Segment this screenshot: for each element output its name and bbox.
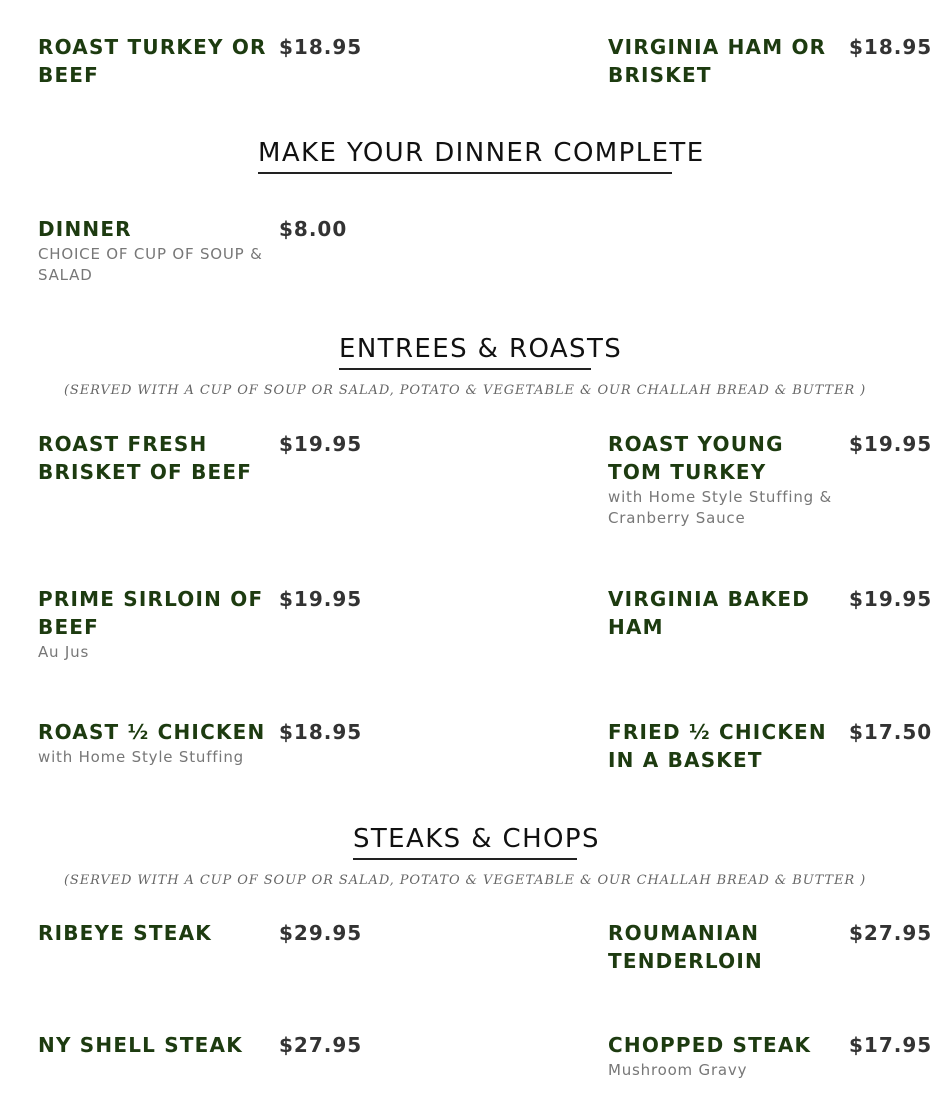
menu-item-price: $19.95 <box>849 587 933 611</box>
menu-item-price: $18.95 <box>279 35 363 59</box>
menu-item-name: PRIME SIRLOIN OF BEEF <box>38 587 264 639</box>
menu-item-price: $8.00 <box>279 217 348 241</box>
menu-item-price: $18.95 <box>849 35 933 59</box>
menu-item-name: ROAST ½ CHICKEN <box>38 720 266 744</box>
menu-item-name: RIBEYE STEAK <box>38 921 212 945</box>
menu-item-price: $19.95 <box>279 587 363 611</box>
section-note-top <box>0 0 930 1</box>
menu-item-price: $27.95 <box>849 921 933 945</box>
menu-item-name: NY SHELL STEAK <box>38 1033 243 1057</box>
menu-item-name: ROAST TURKEY OR BEEF <box>38 35 267 87</box>
section-title-underline <box>258 172 672 174</box>
menu-item-name: ROAST FRESH BRISKET OF BEEF <box>38 432 253 484</box>
section-title-underline <box>353 858 577 860</box>
menu-item-name: ROAST YOUNG TOM TURKEY <box>608 432 784 484</box>
menu-item-price: $27.95 <box>279 1033 363 1057</box>
menu-item-description: with Home Style Stuffing & Cranberry Sauce <box>608 488 833 527</box>
menu-item-name: VIRGINIA HAM OR BRISKET <box>608 35 827 87</box>
menu-item-price: $17.95 <box>849 1033 933 1057</box>
menu-item-name: ROUMANIAN TENDERLOIN <box>608 921 763 973</box>
section-note-entrees: (SERVED WITH A CUP OF SOUP OR SALAD, POTATO & VEGETABLE & OUR CHALLAH BREAD & BUTTER ) <box>63 383 867 398</box>
section-title-underline <box>339 368 591 370</box>
menu-item-description: Au Jus <box>38 643 90 661</box>
menu-item-price: $17.50 <box>849 720 933 744</box>
menu-item-name: CHOPPED STEAK <box>608 1033 812 1057</box>
menu-item-description: with Home Style Stuffing <box>38 748 244 766</box>
menu-item-description: Mushroom Gravy <box>608 1061 748 1079</box>
menu-item-name: FRIED ½ CHICKEN IN A BASKET <box>608 720 827 772</box>
menu-item-price: $19.95 <box>849 432 933 456</box>
section-title-dinner-complete: MAKE YOUR DINNER COMPLETE <box>258 138 705 168</box>
section-title-steaks: STEAKS & CHOPS <box>353 824 600 854</box>
menu-item-description: CHOICE OF CUP OF SOUP & SALAD <box>38 245 263 284</box>
section-title-entrees: ENTREES & ROASTS <box>339 334 623 364</box>
menu-item-price: $29.95 <box>279 921 363 945</box>
menu-item-name: DINNER <box>38 217 132 241</box>
menu-item-price: $18.95 <box>279 720 363 744</box>
menu-item-name: VIRGINIA BAKED HAM <box>608 587 811 639</box>
section-note-steaks: (SERVED WITH A CUP OF SOUP OR SALAD, POTATO & VEGETABLE & OUR CHALLAH BREAD & BUTTER ) <box>63 873 867 888</box>
menu-item-price: $19.95 <box>279 432 363 456</box>
